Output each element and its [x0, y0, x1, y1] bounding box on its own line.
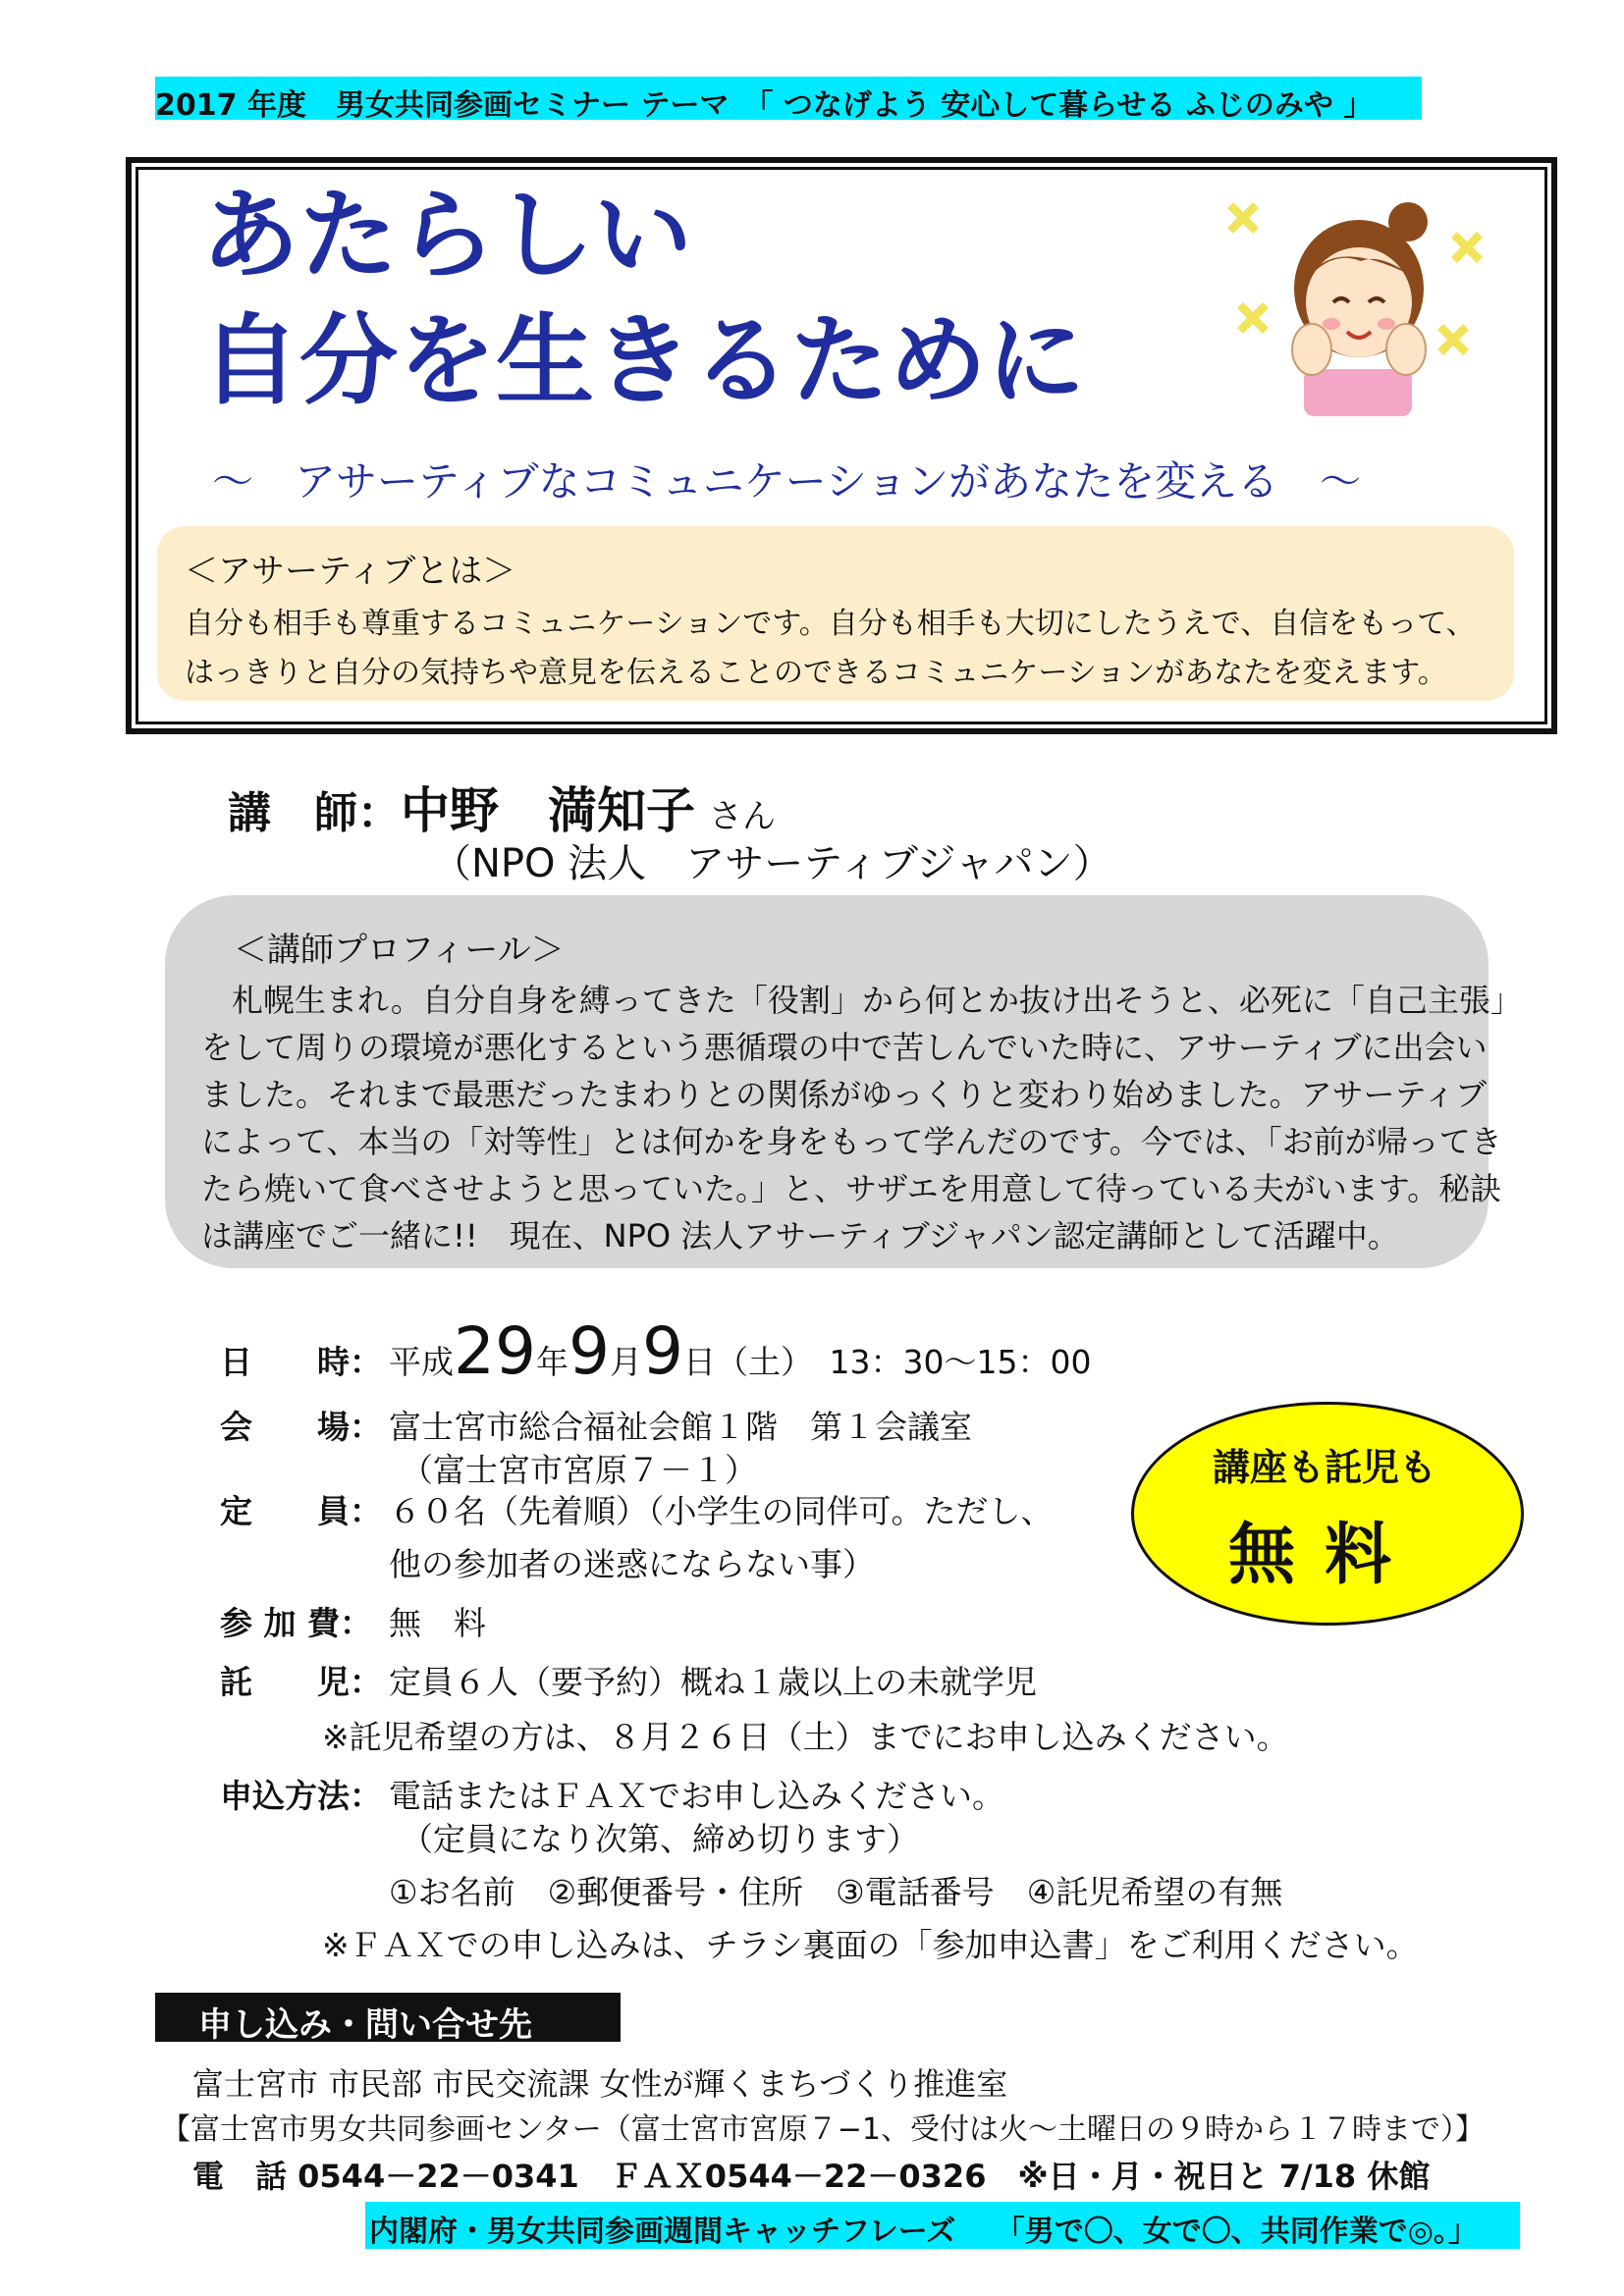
- profile-line: によって、本当の「対等性」とは何かを身をもって学んだのです。今では、「お前が帰ってき: [201, 1123, 1502, 1160]
- date-era: 平成: [389, 1343, 454, 1381]
- childcare-note: ※託児希望の方は、８月２６日（土）までにお申し込みください。: [322, 1718, 1289, 1756]
- catchphrase-band: [365, 2202, 1520, 2249]
- venue-row: [220, 1402, 972, 1448]
- capacity-value: ６０名（先着順）（小学生の同伴可。ただし、: [389, 1492, 1054, 1530]
- apply-row: [220, 1771, 1004, 1817]
- childcare-label: 託 児：: [220, 1663, 382, 1701]
- date-time: （土） 13：30～15：00: [715, 1343, 1092, 1381]
- childcare-row: [220, 1657, 1037, 1703]
- contact-phone-fax: 電 話 0544－22－0341 ＦＡＸ0544－22－0326 ※日・月・祝日と 7/18 休館: [192, 2158, 1431, 2195]
- date-month: 9: [568, 1313, 610, 1389]
- assertive-text-1: 自分も相手も尊重するコミュニケーションです。自分も相手も大切にしたうえで、自信をもって、: [185, 607, 1476, 641]
- assertive-heading: ＜アサーティブとは＞: [185, 552, 516, 591]
- apply-fax-note: ※ＦＡＸでの申し込みは、チラシ裏面の「参加申込書」をご利用ください。: [322, 1926, 1419, 1964]
- venue-label: 会 場：: [220, 1408, 382, 1446]
- venue-address: （富士宮市宮原７－１）: [401, 1451, 757, 1489]
- date-year: 29: [454, 1313, 536, 1389]
- profile-line: たら焼いて食べさせようと思っていた。」と、サザエを用意して待っている夫がいます。秘訣: [201, 1170, 1502, 1207]
- capacity-note: 他の参加者の迷惑にならない事）: [389, 1545, 875, 1583]
- apply-value: 電話またはＦＡＸでお申し込みください。: [389, 1777, 1004, 1815]
- date-month-unit: 月: [609, 1343, 642, 1381]
- apply-items: ①お名前 ②郵便番号・住所 ③電話番号 ④託児希望の有無: [389, 1873, 1283, 1911]
- profile-line: をして周りの環境が悪化するという悪循環の中で苦しんでいた時に、アサーティブに出会い: [201, 1029, 1488, 1066]
- contact-heading-bar: [155, 1993, 621, 2045]
- catchphrase-text: 内閣府・男女共同参画週間キャッチフレーズ 「男で〇、女で〇、共同作業で◎。」: [369, 2215, 1478, 2249]
- profile-line: は講座でご一緒に!! 現在、NPO 法人アサーティブジャパン認定講師として活躍中。: [201, 1217, 1399, 1255]
- date-label: 日 時：: [220, 1343, 382, 1381]
- lecturer-label: 講 師：: [228, 788, 401, 838]
- capacity-label: 定 員：: [220, 1492, 382, 1530]
- profile-line: 札幌生まれ。自分自身を縛ってきた「役割」から何とか抜け出そうと、必死に「自己主張」: [232, 982, 1522, 1019]
- venue-value: 富士宮市総合福祉会館１階 第１会議室: [389, 1408, 972, 1446]
- subtitle: ～ アサーティブなコミュニケーションがあなたを変える ～: [212, 457, 1362, 506]
- theme-text: 2017 年度 男女共同参画セミナー テーマ 「 つなげよう 安心して暮らせる ふじのみや 」: [155, 88, 1374, 123]
- contact-center: 【富士宮市男女共同参画センター（富士宮市宮原７−1、受付は火～土曜日の９時から１７時まで）】: [161, 2112, 1486, 2147]
- date-year-unit: 年: [535, 1343, 568, 1381]
- fee-value: 無 料: [389, 1604, 486, 1642]
- profile-line: ました。それまで最悪だったまわりとの関係がゆっくりと変わり始めました。アサーティブ: [201, 1076, 1488, 1113]
- lecturer-name: 中野 満知子: [401, 782, 695, 839]
- capacity-row: [220, 1486, 1054, 1532]
- date-day-unit: 日: [682, 1343, 716, 1381]
- girl-illustration: [1214, 192, 1508, 416]
- contact-heading: 申し込み・問い合せ先: [198, 2005, 532, 2045]
- lecturer-honorific: さん: [709, 797, 776, 836]
- assertive-text-2: はっきりと自分の気持ちや意見を伝えることのできるコミュニケーションがあなたを変えます。: [185, 656, 1447, 690]
- date-day: 9: [641, 1313, 683, 1389]
- fee-row: [220, 1598, 486, 1644]
- title-line-2: 自分を生きるために: [201, 303, 1085, 418]
- apply-label: 申込方法：: [220, 1777, 382, 1815]
- fee-label: 参 加 費：: [220, 1604, 372, 1642]
- theme-band: [155, 77, 1422, 123]
- date-row: [220, 1313, 1091, 1389]
- free-badge-line-2: 無料: [1227, 1517, 1421, 1594]
- apply-deadline-note: （定員になり次第、締め切ります）: [401, 1820, 919, 1858]
- childcare-value: 定員６人（要予約）概ね１歳以上の未就学児: [389, 1663, 1037, 1701]
- contact-office: 富士宮市 市民部 市民交流課 女性が輝くまちづくり推進室: [192, 2065, 1008, 2103]
- title-line-1: あたらしい: [201, 178, 692, 293]
- lecturer-organization: （NPO 法人 アサーティブジャパン）: [432, 841, 1112, 886]
- free-badge-line-1: 講座も託児も: [1212, 1446, 1436, 1489]
- profile-heading: ＜講師プロフィール＞: [234, 931, 565, 970]
